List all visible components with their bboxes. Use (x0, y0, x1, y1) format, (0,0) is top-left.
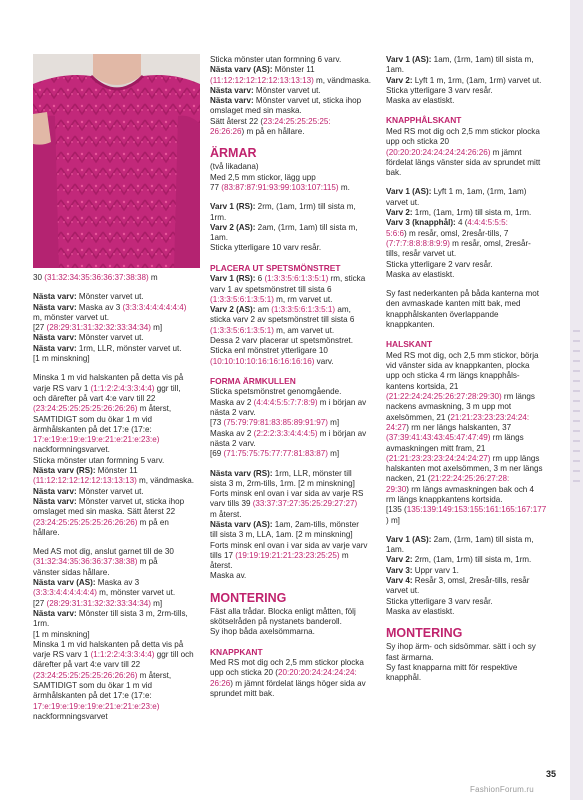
text-line: Varv 2: Lyft 1 m, 1rm, (1am, 1rm) varvet ut. (386, 75, 542, 85)
text-line: Varv 1 (AS): Lyft 1 m, 1am, (1rm, 1am) (386, 187, 527, 197)
text-line: vänster sidas hållare. (33, 567, 110, 577)
text-line: Sticka ytterligare 10 varv resår. (210, 243, 322, 253)
text-line: [1 m minskning] (33, 629, 90, 639)
text-line: Sticka mönster utan formning 5 varv. (33, 455, 165, 465)
text-line: Forts minsk enl ovan i var sida av varje RS (210, 489, 364, 499)
text-line: SAMTIDIGT som du ökar 1 m vid (33, 414, 153, 424)
text-line: Maska av. (210, 571, 247, 581)
text-line: och därefter på vart 4:e varv till 22 (33, 393, 156, 403)
text-line: SAMTIDIGT som du ökar 1 m vid (33, 680, 153, 690)
text-line: (37:39:41:43:43:45:47:47:49) rm längs (386, 433, 524, 443)
text-line: [27 (28:29:31:31:32:32:33:34:34) m] (33, 598, 163, 608)
text-line: Sticka ytterligare 3 varv resår. (386, 85, 493, 95)
text-line: 26:26:26) m på en hållare. (210, 127, 305, 137)
text-block (210, 607, 377, 638)
text-line: 1rm. (210, 212, 227, 222)
text-line: halskanten mot axelsömmen, 3 m ner längs (386, 464, 543, 474)
text-line: återst. (210, 561, 233, 571)
text-line: Nästa varv: Mönster varvet ut, sticka ihop (210, 96, 362, 106)
text-line: Nästa varv (RS): Mönster 11 (33, 466, 138, 476)
text-line: Nästa varv: Mönster till sista 3 m, 2rm-tills, (33, 608, 188, 618)
text-line: Forts minsk enl ovan i var sida av varje varv (210, 540, 368, 550)
text-line: (31:32:34:35:36:36:37:38:38) m på (33, 557, 158, 567)
text-line: Sy fast nederkanten på båda kanterna mot (386, 289, 539, 299)
text-line: Sy ihop ärm- och sidsömmar. sätt i och sy (386, 642, 536, 652)
text-line: Maska av elastiskt. (386, 96, 455, 106)
text-line: varv tills 39 (33:37:37:27:35:25:29:27:27) (210, 499, 358, 509)
text-line: skötselråden på nystanets banderoll. (210, 617, 342, 627)
text-line: (23:24:25:25:25:25:26:26:26) m återst, (33, 404, 172, 414)
text-line: fördelat längs vänster sida av sprundet mitt (386, 157, 541, 167)
text-line: ärmhålskanten på det 17:e (17:e: (33, 691, 152, 701)
text-line: Varv 2: 2rm, (1am, 1rm) till sista m, 1rm. (386, 555, 532, 565)
text-line: Nästa varv: Maska av 3 (3:3:3:4:4:4:4:4:4) (33, 302, 187, 312)
text-line: (21:21:23:23:23:24:24:24:27) rm upp längs (386, 453, 540, 463)
text-line: upp och sticka 20 (386, 137, 449, 147)
text-line: Varv 3 (knapphål): 4 (4:4:4:5:5:5: (386, 218, 508, 228)
text-line: (två likadana) (210, 162, 259, 172)
text-line: Nästa varv (AS): Mönster 11 (210, 65, 315, 75)
text-line: nackens avmaskning, 3 m upp mot (386, 402, 512, 412)
text-line: (1:3:3:5:6:1:3:5:1) m, am varvet ut. (210, 325, 335, 335)
text-line: Varv 4: Resår 3, omsl, 2resår-tills, resår (386, 576, 530, 586)
text-line: 1am. (386, 65, 404, 75)
text-line: 17:e:19:e:19:e:19:e:21:e:21:e:23:e) (33, 435, 160, 445)
text-line: avmaskningen mitt fram, 21 (386, 443, 486, 453)
text-line: axelsömmen, 21 (21:21:23:23:23:24:24: (386, 412, 530, 422)
text-line: omslaget med sin maska. Sätt återst 22 (33, 507, 176, 517)
text-line: 1am. (210, 233, 228, 243)
text-line: Nästa varv (AS): Maska av 3 (33, 578, 140, 588)
text-line: 24:27) rm ner längs halskanten, 37 (386, 422, 512, 432)
text-block (210, 162, 377, 193)
text-line: (1:3:3:5:6:1:3:5:1) m, rm varvet ut. (210, 294, 333, 304)
text-line: (10:10:10:10:16:16:16:16:16) varv. (210, 356, 334, 366)
text-block (210, 274, 377, 367)
text-line: tills 17 (19:19:19:21:21:23:23:25:25) m (210, 550, 349, 560)
text-line: (21:22:24:24:25:26:27:28:29:30) rm längs (386, 392, 535, 402)
text-line: Med RS mot dig och 2,5 mm stickor plocka (210, 658, 364, 668)
section-heading: MONTERING (210, 590, 287, 605)
text-block (33, 273, 200, 283)
text-line: Minska 1 m vid halskanten på detta vis på (33, 639, 184, 649)
text-line: sista 3 m, 2rm-tills, 1rm. [2 m minskning] (210, 478, 355, 488)
text-line: Nästa varv: 1rm, LLR, mönster varvet ut. (33, 343, 182, 353)
text-line: Nästa varv (AS): 1am, 2am-tills, mönster (210, 519, 359, 529)
text-line: Varv 1 (AS): 2am, (1rm, 1am) till sista m, (386, 534, 534, 544)
text-line: 1rm. (33, 619, 50, 629)
text-line: Sticka enl mönstret ytterligare 10 (210, 346, 328, 356)
text-line: Sy fast knapparna mitt för respektive (386, 662, 518, 672)
text-line: kantens kortsida, 21 (386, 381, 459, 391)
page-number: 35 (546, 769, 557, 779)
text-line: [27 (28:29:31:31:32:32:33:34:34) m] (33, 323, 163, 333)
text-line: Sticka spetsmönstret genomgående. (210, 387, 342, 397)
text-line: Dessa 2 varv placerar ut spetsmönstret. (210, 336, 354, 346)
text-line: m återst. (210, 509, 242, 519)
text-line: Varv 2 (AS): am (1:3:3:5:6:1:3:5:1) am, (210, 305, 351, 315)
text-line: [135 (135:139:149:153:155:161:165:167:177 (386, 505, 547, 515)
text-line: därefter på vart 4:e varv till 22 (33, 660, 141, 670)
text-line: Sticka ytterligare 3 varv resår. (386, 596, 493, 606)
column-middle (210, 55, 377, 708)
text-line: 26:26) m jämnt fördelat längs höger sida av (210, 678, 366, 688)
text-line: nackformningsvarvet. (33, 445, 110, 455)
text-line: Nästa varv: Mönster varvet ut. (33, 292, 144, 302)
text-line: Varv 3: Uppr varv 1. (386, 565, 459, 575)
sweater-photo (33, 54, 200, 268)
text-block (386, 187, 556, 280)
text-line: varje RS varv 1 (1:1:2:2:4:3:3:4:4) ggr till och (33, 650, 194, 660)
text-line: Nästa varv: Mönster varvet ut. (210, 85, 321, 95)
section-heading: MONTERING (386, 626, 463, 641)
column-left (33, 273, 200, 731)
text-line: 29:30) rm längs avmaskningen bak och 4 (386, 484, 535, 494)
text-block (386, 642, 556, 683)
text-block (33, 547, 200, 722)
section-heading: KNAPPKANT (210, 646, 263, 657)
section-heading: FORMA ÄRMKULLEN (210, 375, 296, 386)
text-line: den avmaskade kanten mitt bak, med (386, 299, 521, 309)
text-line: Med RS mot dig, och 2,5 mm stickor, börja (386, 350, 539, 360)
text-block (386, 289, 556, 330)
text-line: rm längs knappkantens kortsida. (386, 494, 503, 504)
text-line: Varv 2: 1rm, (1am, 1rm) till sista m, 1rm. (386, 208, 532, 218)
text-line: knapphålskanten överlappande (386, 309, 499, 319)
text-block (210, 55, 377, 137)
text-line: vid vänster sida av knappkanten, plocka (386, 361, 530, 371)
text-line: 30 (31:32:34:35:36:36:37:38:38) m (33, 273, 158, 282)
text-line: sticka varv 2 av spetsmönstret till sista 6 (210, 315, 355, 325)
text-block (33, 292, 200, 364)
text-line: Nästa varv: Mönster varvet ut. (33, 333, 144, 343)
text-line: (3:3:3:4:4:4:4:4:4) m, mönster varvet ut. (33, 588, 176, 598)
text-block (210, 469, 377, 582)
text-line: Nästa varv: Mönster varvet ut, sticka ihop (33, 496, 185, 506)
text-line: (20:20:20:24:24:24:24:26:26) m jämnt (386, 147, 522, 157)
text-block (33, 373, 200, 538)
text-line: ärmhålskanten på det 17:e (17:e: (33, 424, 152, 434)
text-line: (23:24:25:25:25:25:26:26:26) m återst, (33, 670, 172, 680)
text-line: Sticka mönster utan formning 6 varv. (210, 55, 342, 64)
section-heading: ÄRMAR (210, 146, 257, 161)
watermark-text: FashionForum.ru (470, 785, 534, 794)
text-line: Maska av elastiskt. (386, 606, 455, 616)
text-line: hållare. (33, 527, 60, 537)
text-line: 77 (83:87:87:91:93:99:103:107:115) m. (210, 182, 350, 192)
section-heading: HALSKANT (386, 339, 433, 350)
text-line: varje RS varv 1 (1:1:2:2:4:3:3:4:4) ggr till, (33, 383, 181, 393)
text-line: Minska 1 m vid halskanten på detta vis på (33, 373, 184, 383)
text-line: knapphål. (386, 673, 422, 683)
text-line: [69 (71:75:75:75:77:77:81:83:87) m] (210, 449, 340, 459)
text-line: Varv 2 (AS): 2am, (1rm, 1am) till sista m, (210, 222, 358, 232)
text-line: nästa 2 varv. (210, 408, 256, 418)
text-line: 17:e:19:e:19:e:19:e:21:e:21:e:23:e) (33, 701, 160, 711)
section-heading: PLACERA UT SPETSMÖNSTRET (210, 262, 341, 273)
text-line: Med 2,5 mm stickor, lägg upp (210, 172, 316, 182)
text-line: Maska av elastiskt. (386, 269, 455, 279)
text-line: 5:6:6) m resår, omsl, 2resår-tills, 7 (386, 228, 509, 238)
text-line: varvet ut. (386, 586, 420, 596)
text-block (386, 351, 556, 526)
text-block (210, 202, 377, 253)
text-line: Maska av 2 (4:4:4:5:5:7:7:8:9) m i början av (210, 397, 367, 407)
text-line: ) m] (386, 515, 400, 525)
text-line: Sy ihop båda axelsömmarna. (210, 627, 315, 637)
text-line: (7:7:7:8:8:8:8:9:9) m resår, omsl, 2resår- (386, 238, 531, 248)
text-line: varv 1 av spetsmönstret till sista 6 (210, 284, 332, 294)
text-line: Nästa varv (RS): 1rm, LLR, mönster till (210, 468, 352, 478)
text-line: 1am. (386, 545, 404, 555)
text-line: sprundet mitt bak. (210, 689, 275, 699)
text-line: Sätt återst 22 (23:24:25:25:25:25: (210, 116, 331, 126)
sweater-illustration (33, 54, 200, 268)
text-line: fast ärmarna. (386, 652, 434, 662)
text-line: Med AS mot dig, anslut garnet till de 30 (33, 547, 174, 557)
text-line: upp och sticka 4 rm längs knapphåls- (386, 371, 520, 381)
text-line: Med RS mot dig och 2,5 mm stickor plocka (386, 126, 540, 136)
text-block (386, 127, 556, 178)
text-line: Sticka ytterligare 2 varv resår. (386, 259, 493, 269)
text-block (210, 658, 377, 699)
text-line: tills, resår varvet ut. (386, 249, 457, 259)
section-heading: KNAPPHÅLSKANT (386, 115, 462, 126)
text-block (386, 535, 556, 617)
text-line: (23:24:25:25:25:25:26:26:26) m på en (33, 517, 169, 527)
text-line: omslaget med sin maska. (210, 106, 302, 116)
text-line: (11:12:12:12:12:12:13:13:13) m, vändmaska. (210, 75, 371, 85)
column-right (386, 55, 556, 692)
text-block (386, 55, 556, 106)
text-line: Fäst alla trådar. Blocka enligt måtten, följ (210, 606, 356, 616)
text-line: knappkanten. (386, 320, 435, 330)
text-line: nästa 2 varv. (210, 438, 256, 448)
text-line: [1 m minskning] (33, 354, 90, 364)
page-edge-decoration (570, 0, 583, 800)
text-line: nackformningsvarvet (33, 711, 108, 721)
text-block (210, 387, 377, 459)
text-line: Maska av 2 (2:2:2:3:3:4:4:4:5) m i början av (210, 428, 367, 438)
text-line: upp och sticka 20 (20:20:20:24:24:24:24: (210, 668, 357, 678)
text-line: till sista 3 m, LLA, 1am. [2 m minskning] (210, 530, 353, 540)
text-line: m, mönster varvet ut. (33, 312, 110, 322)
text-line: nacken, 21 (21:22:24:25:26:27:28: (386, 474, 510, 484)
text-line: [73 (75:79:79:81:83:85:89:91:97) m] (210, 418, 340, 428)
text-line: Varv 1 (AS): 1am, (1rm, 1am) till sista m, (386, 55, 534, 64)
text-line: Nästa varv: Mönster varvet ut. (33, 486, 144, 496)
text-line: bak. (386, 168, 402, 178)
text-line: Varv 1 (RS): 6 (1:3:3:5:6:1:3:5:1) rm, sticka (210, 274, 366, 284)
text-line: (11:12:12:12:12:12:13:13:13) m, vändmaska. (33, 476, 194, 486)
text-line: varvet ut. (386, 197, 420, 207)
text-line: Varv 1 (RS): 2rm, (1am, 1rm) till sista m, (210, 202, 356, 212)
